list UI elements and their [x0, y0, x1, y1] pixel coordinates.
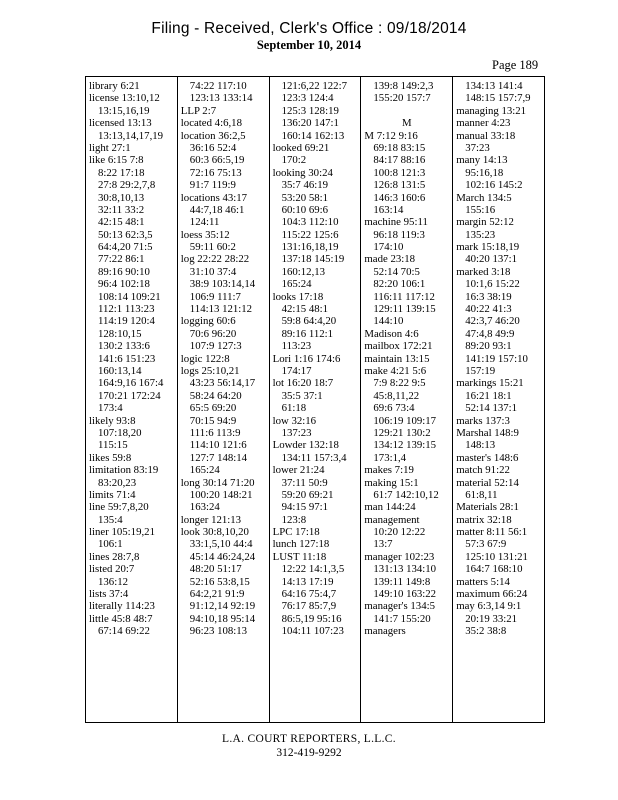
- index-entry: made 23:18: [364, 253, 416, 266]
- index-column-3: [269, 77, 361, 722]
- index-page-refs: 84:17 88:16: [373, 154, 426, 167]
- index-entry: lower 21:24: [272, 464, 325, 477]
- index-entry: low 32:16: [272, 414, 317, 427]
- index-entry: making 15:1: [364, 476, 419, 489]
- index-page-refs: 106:9 111:7: [189, 290, 241, 303]
- index-entry: may 6:3,14 9:1: [456, 600, 522, 613]
- index-entry: logs 25:10,21: [180, 364, 240, 377]
- index-entry: matrix 32:18: [456, 513, 512, 526]
- index-page-refs: 50:13 62:3,5: [98, 228, 153, 241]
- index-page-refs: 16:21 18:1: [465, 389, 512, 402]
- index-entry: matter 8:11 56:1: [456, 526, 528, 539]
- page-number: Page 189: [492, 58, 539, 72]
- court-reporter-phone: 312-419-9292: [276, 747, 342, 759]
- index-page-refs: 64:2,21 91:9: [189, 588, 245, 601]
- index-entry: licensed 13:13: [89, 117, 152, 130]
- index-entry: Lori 1:16 174:6: [272, 352, 341, 365]
- index-page-refs: 52:16 53:8,15: [189, 575, 250, 588]
- index-page-refs: 94:10,18 95:14: [189, 612, 256, 625]
- index-entry: locations 43:17: [180, 191, 248, 204]
- index-page-refs: 83:20,23: [98, 476, 137, 489]
- index-entry: master's 148:6: [456, 451, 519, 464]
- index-page-refs: 72:16 75:13: [189, 166, 242, 179]
- index-page-refs: 59:20 69:21: [281, 488, 334, 501]
- index-entry: looking 30:24: [272, 166, 333, 179]
- index-entry: long 30:14 71:20: [180, 476, 255, 489]
- index-page-refs: 37:23: [465, 141, 490, 154]
- index-page-refs: 125:10 131:21: [465, 550, 528, 563]
- index-page-refs: 114:19 120:4: [98, 315, 155, 328]
- index-page-refs: 43:23 56:14,17: [189, 377, 256, 390]
- index-entry: likes 59:8: [89, 451, 132, 464]
- filing-stamp: Filing - Received, Clerk's Office : 09/18/2014: [151, 20, 467, 37]
- index-page-refs: 74:22 117:10: [189, 80, 247, 92]
- index-entry: limitation 83:19: [89, 464, 159, 477]
- index-page-refs: 48:20 51:17: [189, 563, 242, 576]
- index-entry: manager 102:23: [364, 550, 435, 563]
- index-page-refs: 173:4: [98, 402, 123, 415]
- index-page-refs: 44:7,18 46:1: [189, 203, 245, 216]
- index-page-refs: 129:21 130:2: [373, 426, 431, 439]
- index-page-refs: 58:24 64:20: [189, 389, 242, 402]
- index-page-refs: 52:14 137:1: [465, 402, 518, 415]
- index-page-refs: 126:8 131:5: [373, 179, 426, 192]
- index-page-refs: 77:22 86:1: [98, 253, 145, 266]
- index-page-refs: 174:17: [281, 364, 312, 377]
- index-entry: likely 93:8: [89, 414, 136, 427]
- index-page-refs: 45:8,11,22: [373, 389, 420, 402]
- index-page-refs: 42:15 48:1: [98, 216, 145, 229]
- index-page-refs: 170:2: [281, 154, 307, 167]
- index-page-refs: 40:20 137:1: [465, 253, 518, 266]
- index-page-refs: 57:3 67:9: [465, 538, 507, 551]
- index-page-refs: 141:6 151:23: [98, 352, 156, 365]
- index-page-refs: 157:19: [465, 364, 496, 377]
- index-page-refs: 124:11: [189, 216, 220, 229]
- index-page-refs: 111:6 113:9: [189, 426, 241, 439]
- index-page-refs: 61:18: [281, 402, 307, 415]
- index-page-refs: 107:18,20: [98, 426, 142, 439]
- index-entry: location 36:2,5: [180, 129, 246, 142]
- index-page-refs: 155:16: [465, 203, 496, 216]
- index-page-refs: 139:11 149:8: [373, 575, 431, 588]
- index-page-refs: 14:13 17:19: [281, 575, 334, 588]
- index-page-refs: 108:14 109:21: [98, 290, 161, 303]
- index-entry: maximum 66:24: [456, 588, 528, 601]
- index-page-refs: 141:7 155:20: [373, 612, 431, 625]
- index-page-refs: 70:6 96:20: [189, 327, 237, 340]
- index-page-refs: 139:8 149:2,3: [373, 80, 434, 92]
- index-entry: maintain 13:15: [364, 352, 430, 365]
- index-entry: looked 69:21: [272, 141, 330, 154]
- index-entry: literally 114:23: [89, 600, 155, 613]
- index-page-refs: 134:12 139:15: [373, 439, 437, 452]
- index-page-refs: 59:8 64:4,20: [281, 315, 337, 328]
- index-page-refs: 30:8,10,13: [98, 191, 145, 204]
- index-page-refs: 27:8 29:2,7,8: [98, 179, 156, 192]
- index-page-refs: 123:3 124:4: [281, 92, 334, 105]
- word-index-frame: [85, 76, 545, 723]
- index-entry: lunch 127:18: [272, 538, 330, 551]
- index-page-refs: 13:13,14,17,19: [98, 129, 164, 142]
- index-page-refs: 37:11 50:9: [281, 476, 328, 489]
- index-page-refs: 113:23: [281, 340, 312, 353]
- index-page-refs: 69:6 73:4: [373, 402, 415, 415]
- index-page-refs: 76:17 85:7,9: [281, 600, 337, 613]
- index-entry: matters 5:14: [456, 575, 510, 588]
- index-entry: license 13:10,12: [89, 92, 160, 105]
- index-page-refs: 70:15 94:9: [189, 414, 237, 427]
- index-column-2: [177, 77, 269, 722]
- index-page-refs: 13:15,16,19: [98, 104, 150, 117]
- index-entry: lists 37:4: [89, 588, 129, 601]
- index-entry: looks 17:18: [272, 290, 324, 303]
- index-page-refs: 106:1: [98, 538, 123, 551]
- index-page-refs: 13:7: [373, 538, 393, 551]
- index-entry: logging 60:6: [180, 315, 236, 328]
- index-entry: material 52:14: [456, 476, 519, 489]
- index-page-refs: 94:15 97:1: [281, 501, 329, 514]
- index-page-refs: 135:23: [465, 228, 496, 241]
- index-page-refs: 136:20 147:1: [281, 117, 339, 130]
- index-entry: managing 13:21: [456, 104, 527, 117]
- index-page-refs: 96:23 108:13: [189, 625, 248, 638]
- index-page-refs: 38:9 103:14,14: [189, 278, 256, 291]
- index-page-refs: 148:15 157:7,9: [465, 92, 531, 105]
- index-page-refs: 131:16,18,19: [281, 241, 339, 254]
- index-page-refs: 8:22 17:18: [98, 166, 145, 179]
- index-entry: log 22:22 28:22: [180, 253, 250, 266]
- index-page-refs: 96:4 102:18: [98, 278, 150, 291]
- index-page-refs: 115:15: [98, 439, 128, 452]
- index-page-refs: 67:14 69:22: [98, 625, 150, 638]
- index-entry: March 134:5: [456, 191, 512, 204]
- index-entry: little 45:8 48:7: [89, 612, 153, 625]
- index-page-refs: 164:9,16 167:4: [98, 377, 164, 390]
- index-page-refs: 174:10: [373, 241, 404, 254]
- index-page-refs: 89:16 112:1: [281, 327, 334, 340]
- index-entry: M 7:12 9:16: [364, 129, 418, 142]
- index-page-refs: 33:1,5,10 44:4: [189, 538, 253, 551]
- index-page-refs: 123:8: [281, 513, 307, 526]
- index-page-refs: 134:11 157:3,4: [281, 451, 347, 464]
- index-page-refs: 16:3 38:19: [465, 290, 512, 303]
- index-page-refs: 65:5 69:20: [189, 402, 237, 415]
- index-page-refs: 35:2 38:8: [465, 625, 507, 638]
- index-page-refs: 10:1,6 15:22: [465, 278, 520, 291]
- index-page-refs: 35:7 46:19: [281, 179, 329, 192]
- index-entry: mark 15:18,19: [456, 241, 520, 254]
- index-page-refs: 165:24: [189, 464, 220, 477]
- index-page-refs: 91:12,14 92:19: [189, 600, 256, 613]
- index-page-refs: 141:19 157:10: [465, 352, 528, 365]
- index-page-refs: 61:7 142:10,12: [373, 488, 439, 501]
- index-entry: manual 33:18: [456, 129, 516, 142]
- index-page-refs: 35:5 37:1: [281, 389, 323, 402]
- index-page-refs: 160:14 162:13: [281, 129, 345, 142]
- index-page-refs: 130:2 133:6: [98, 340, 150, 353]
- index-page-refs: 114:10 121:6: [189, 439, 247, 452]
- index-page-refs: 163:24: [189, 501, 220, 514]
- index-page-refs: 106:19 109:17: [373, 414, 437, 427]
- index-page-refs: 107:9 127:3: [189, 340, 242, 353]
- index-entry: machine 95:11: [364, 216, 428, 229]
- index-entry: lot 16:20 18:7: [272, 377, 334, 390]
- index-entry: Materials 28:1: [456, 501, 519, 514]
- index-page-refs: 100:8 121:3: [373, 166, 426, 179]
- index-page-refs: 102:16 145:2: [465, 179, 523, 192]
- index-page-refs: 69:18 83:15: [373, 141, 426, 154]
- index-entry: Marshal 148:9: [456, 426, 519, 439]
- index-page-refs: 59:11 60:2: [189, 241, 236, 254]
- index-entry: margin 52:12: [456, 216, 514, 229]
- index-page-refs: 36:16 52:4: [189, 141, 237, 154]
- index-entry: loess 35:12: [180, 228, 230, 241]
- index-entry: Lowder 132:18: [272, 439, 339, 452]
- index-page-refs: 95:16,18: [465, 166, 504, 179]
- index-page-refs: 163:14: [373, 203, 404, 216]
- index-page-refs: 64:4,20 71:5: [98, 241, 153, 254]
- index-page-refs: 170:21 172:24: [98, 389, 161, 402]
- index-entry: liner 105:19,21: [89, 526, 155, 539]
- index-entry: many 14:13: [456, 154, 508, 167]
- index-entry: mailbox 172:21: [364, 340, 433, 353]
- index-page-refs: 53:20 58:1: [281, 191, 329, 204]
- section-letter: M: [401, 117, 412, 130]
- index-page-refs: 112:1 113:23: [98, 303, 155, 316]
- index-entry: light 27:1: [89, 141, 131, 154]
- index-entry: makes 7:19: [364, 464, 414, 477]
- index-entry: Madison 4:6: [364, 327, 419, 340]
- index-page-refs: 20:19 33:21: [465, 612, 518, 625]
- index-page-refs: 165:24: [281, 278, 312, 291]
- index-page-refs: 32:11 33:2: [98, 203, 145, 216]
- index-entry: managers: [364, 625, 406, 638]
- index-page-refs: 173:1,4: [373, 451, 407, 464]
- index-page-refs: 121:6,22 122:7: [281, 80, 347, 92]
- index-entry: like 6:15 7:8: [89, 154, 144, 167]
- index-page-refs: 47:4,8 49:9: [465, 327, 515, 340]
- index-entry: [364, 105, 449, 117]
- index-page-refs: 42:3,7 46:20: [465, 315, 520, 328]
- index-page-refs: 144:10: [373, 315, 404, 328]
- index-page-refs: 86:5,19 95:16: [281, 612, 342, 625]
- index-entry: look 30:8,10,20: [180, 526, 249, 539]
- index-page-refs: 137:23: [281, 426, 312, 439]
- index-entry: match 91:22: [456, 464, 510, 477]
- index-entry: make 4:21 5:6: [364, 364, 427, 377]
- index-entry: LPC 17:18: [272, 526, 320, 539]
- index-page-refs: 115:22 125:6: [281, 228, 339, 241]
- index-page-refs: 82:20 106:1: [373, 278, 426, 291]
- index-entry: LUST 11:18: [272, 550, 327, 563]
- index-page-refs: 155:20 157:7: [373, 92, 431, 105]
- index-entry: listed 20:7: [89, 563, 135, 576]
- index-entry: longer 121:13: [180, 513, 242, 526]
- index-entry: markings 15:21: [456, 377, 524, 390]
- index-page-refs: 42:15 48:1: [281, 303, 329, 316]
- index-page-refs: 89:20 93:1: [465, 340, 512, 353]
- index-page-refs: 131:13 134:10: [373, 563, 437, 576]
- index-page-refs: 91:7 119:9: [189, 179, 236, 192]
- index-column-5: [452, 77, 544, 722]
- index-entry: marked 3:18: [456, 265, 511, 278]
- index-page-refs: 52:14 70:5: [373, 265, 420, 278]
- index-entry: LLP 2:7: [180, 104, 217, 117]
- deposition-date: September 10, 2014: [256, 38, 362, 52]
- index-entry: logic 122:8: [180, 352, 230, 365]
- index-entry: located 4:6,18: [180, 117, 242, 130]
- index-page-refs: 135:4: [98, 513, 123, 526]
- index-column-1: [86, 77, 177, 722]
- index-page-refs: 127:7 148:14: [189, 451, 248, 464]
- index-page-refs: 123:13 133:14: [189, 92, 253, 105]
- index-page-refs: 137:18 145:19: [281, 253, 345, 266]
- index-page-refs: 116:11 117:12: [373, 290, 435, 303]
- index-page-refs: 136:12: [98, 575, 128, 588]
- index-page-refs: 10:20 12:22: [373, 526, 426, 539]
- index-page-refs: 64:16 75:4,7: [281, 588, 337, 601]
- index-entry: marks 137:3: [456, 414, 510, 427]
- index-page-refs: 61:8,11: [465, 488, 498, 501]
- index-entry: man 144:24: [364, 501, 416, 514]
- index-page-refs: 12:22 14:1,3,5: [281, 563, 345, 576]
- index-page-refs: 160:12,13: [281, 265, 326, 278]
- court-reporter-name: L.A. COURT REPORTERS, L.L.C.: [222, 733, 396, 745]
- index-page-refs: 96:18 119:3: [373, 228, 425, 241]
- index-page-refs: 89:16 90:10: [98, 265, 150, 278]
- index-page-refs: 128:10,15: [98, 327, 142, 340]
- index-page-refs: 125:3 128:19: [281, 104, 339, 117]
- index-page-refs: 7:9 8:22 9:5: [373, 377, 426, 390]
- index-entry: lines 28:7,8: [89, 550, 140, 563]
- index-entry: library 6:21: [89, 80, 140, 92]
- index-page-refs: 60:10 69:6: [281, 203, 329, 216]
- index-page-refs: 100:20 148:21: [189, 488, 253, 501]
- index-entry: line 59:7,8,20: [89, 501, 149, 514]
- index-entry: manager's 134:5: [364, 600, 435, 613]
- index-page-refs: 146:3 160:6: [373, 191, 426, 204]
- index-page-refs: 31:10 37:4: [189, 265, 237, 278]
- index-page-refs: 60:3 66:5,19: [189, 154, 245, 167]
- index-page-refs: 160:13,14: [98, 364, 142, 377]
- index-page-refs: 104:11 107:23: [281, 625, 344, 638]
- index-page-refs: 164:7 168:10: [465, 563, 523, 576]
- index-page-refs: 129:11 139:15: [373, 303, 436, 316]
- index-page-refs: 45:14 46:24,24: [189, 550, 256, 563]
- index-entry: manner 4:23: [456, 117, 511, 130]
- index-column-4: [360, 77, 452, 722]
- index-page-refs: 149:10 163:22: [373, 588, 437, 601]
- index-page-refs: 40:22 41:3: [465, 303, 512, 316]
- index-page-refs: 104:3 112:10: [281, 216, 339, 229]
- index-page-refs: 114:13 121:12: [189, 303, 253, 316]
- index-page-refs: 148:13: [465, 439, 496, 452]
- index-entry: limits 71:4: [89, 488, 136, 501]
- index-entry: management: [364, 513, 420, 526]
- index-page-refs: 134:13 141:4: [465, 80, 523, 92]
